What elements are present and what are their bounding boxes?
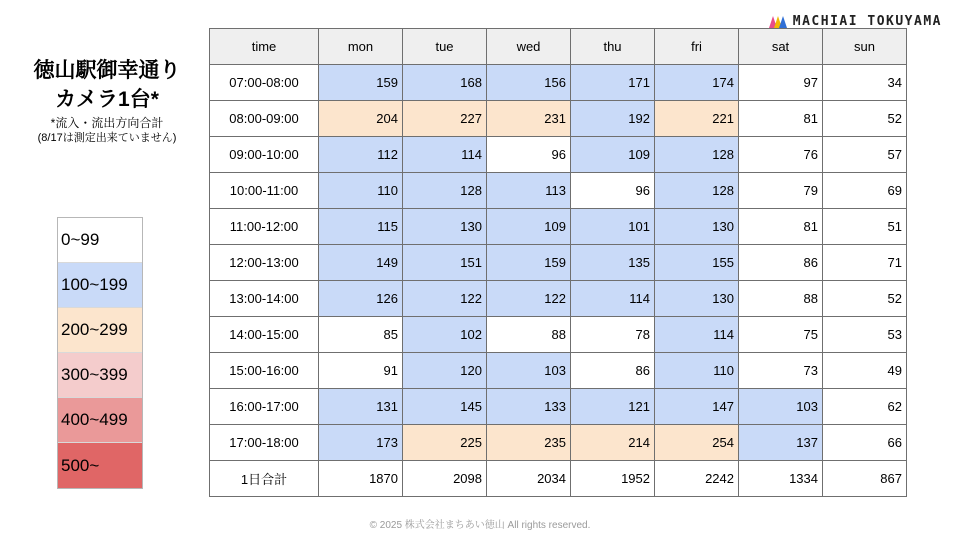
count-cell: 53 bbox=[823, 317, 907, 353]
count-cell: 52 bbox=[823, 281, 907, 317]
count-cell: 128 bbox=[403, 173, 487, 209]
count-cell: 101 bbox=[571, 209, 655, 245]
legend-label: 0~99 bbox=[61, 230, 100, 249]
count-cell: 225 bbox=[403, 425, 487, 461]
total-cell: 2242 bbox=[655, 461, 739, 497]
legend-item bbox=[58, 308, 142, 353]
total-cell: 867 bbox=[823, 461, 907, 497]
time-slot-cell: 09:00-10:00 bbox=[210, 137, 319, 173]
count-cell: 192 bbox=[571, 101, 655, 137]
count-cell: 122 bbox=[487, 281, 571, 317]
table-row bbox=[210, 101, 907, 137]
time-slot-cell: 14:00-15:00 bbox=[210, 317, 319, 353]
time-slot-cell: 08:00-09:00 bbox=[210, 101, 319, 137]
count-cell: 235 bbox=[487, 425, 571, 461]
column-header: tue bbox=[403, 29, 487, 65]
table-row bbox=[210, 209, 907, 245]
count-cell: 81 bbox=[739, 101, 823, 137]
count-cell: 113 bbox=[487, 173, 571, 209]
table-row bbox=[210, 281, 907, 317]
count-cell: 78 bbox=[571, 317, 655, 353]
count-cell: 128 bbox=[655, 137, 739, 173]
time-slot-cell: 13:00-14:00 bbox=[210, 281, 319, 317]
count-cell: 81 bbox=[739, 209, 823, 245]
count-cell: 73 bbox=[739, 353, 823, 389]
count-cell: 147 bbox=[655, 389, 739, 425]
table-row bbox=[210, 353, 907, 389]
count-cell: 97 bbox=[739, 65, 823, 101]
count-cell: 110 bbox=[655, 353, 739, 389]
count-cell: 173 bbox=[319, 425, 403, 461]
count-cell: 121 bbox=[571, 389, 655, 425]
table-row bbox=[210, 425, 907, 461]
legend-item bbox=[58, 263, 142, 308]
count-cell: 126 bbox=[319, 281, 403, 317]
legend-item bbox=[58, 353, 142, 398]
legend-label: 200~299 bbox=[61, 320, 128, 339]
table-row bbox=[210, 245, 907, 281]
column-header: mon bbox=[319, 29, 403, 65]
table-row bbox=[210, 173, 907, 209]
count-cell: 156 bbox=[487, 65, 571, 101]
count-cell: 69 bbox=[823, 173, 907, 209]
table-row bbox=[210, 137, 907, 173]
column-header: wed bbox=[487, 29, 571, 65]
count-cell: 122 bbox=[403, 281, 487, 317]
time-slot-cell: 10:00-11:00 bbox=[210, 173, 319, 209]
count-cell: 231 bbox=[487, 101, 571, 137]
total-cell: 2098 bbox=[403, 461, 487, 497]
count-cell: 135 bbox=[571, 245, 655, 281]
column-header: time bbox=[210, 29, 319, 65]
count-cell: 96 bbox=[571, 173, 655, 209]
count-cell: 155 bbox=[655, 245, 739, 281]
count-cell: 130 bbox=[655, 209, 739, 245]
table-row bbox=[210, 65, 907, 101]
total-cell: 1952 bbox=[571, 461, 655, 497]
count-cell: 130 bbox=[655, 281, 739, 317]
copyright-footer: © 2025 株式会社まちあい徳山 All rights reserved. bbox=[369, 520, 591, 531]
table-body bbox=[210, 65, 907, 497]
count-cell: 86 bbox=[739, 245, 823, 281]
brand-name: MACHIAI TOKUYAMA bbox=[792, 13, 942, 29]
column-header: sat bbox=[739, 29, 823, 65]
count-cell: 103 bbox=[487, 353, 571, 389]
count-cell: 130 bbox=[403, 209, 487, 245]
count-cell: 52 bbox=[823, 101, 907, 137]
count-cell: 34 bbox=[823, 65, 907, 101]
count-cell: 131 bbox=[319, 389, 403, 425]
count-cell: 103 bbox=[739, 389, 823, 425]
count-cell: 57 bbox=[823, 137, 907, 173]
count-cell: 159 bbox=[319, 65, 403, 101]
legend-item bbox=[58, 218, 142, 263]
count-cell: 204 bbox=[319, 101, 403, 137]
count-cell: 86 bbox=[571, 353, 655, 389]
legend-label: 300~399 bbox=[61, 365, 128, 384]
total-cell: 1334 bbox=[739, 461, 823, 497]
count-cell: 114 bbox=[571, 281, 655, 317]
time-slot-cell: 17:00-18:00 bbox=[210, 425, 319, 461]
column-header: sun bbox=[823, 29, 907, 65]
count-cell: 109 bbox=[487, 209, 571, 245]
time-slot-cell: 15:00-16:00 bbox=[210, 353, 319, 389]
legend-label: 400~499 bbox=[61, 410, 128, 429]
count-cell: 71 bbox=[823, 245, 907, 281]
table-header-row bbox=[210, 29, 907, 65]
time-slot-cell: 12:00-13:00 bbox=[210, 245, 319, 281]
count-cell: 110 bbox=[319, 173, 403, 209]
count-cell: 85 bbox=[319, 317, 403, 353]
table-row bbox=[210, 389, 907, 425]
legend-label: 100~199 bbox=[61, 275, 128, 294]
time-slot-cell: 07:00-08:00 bbox=[210, 65, 319, 101]
count-cell: 145 bbox=[403, 389, 487, 425]
count-cell: 88 bbox=[739, 281, 823, 317]
count-cell: 102 bbox=[403, 317, 487, 353]
count-cell: 120 bbox=[403, 353, 487, 389]
legend-item bbox=[58, 443, 142, 488]
count-cell: 227 bbox=[403, 101, 487, 137]
column-header: thu bbox=[571, 29, 655, 65]
count-cell: 75 bbox=[739, 317, 823, 353]
count-cell: 114 bbox=[403, 137, 487, 173]
count-cell: 171 bbox=[571, 65, 655, 101]
column-header: fri bbox=[655, 29, 739, 65]
count-cell: 115 bbox=[319, 209, 403, 245]
count-cell: 133 bbox=[487, 389, 571, 425]
count-cell: 79 bbox=[739, 173, 823, 209]
total-cell: 2034 bbox=[487, 461, 571, 497]
page-title-line-1: 徳山駅御幸通り bbox=[33, 59, 181, 82]
legend-item bbox=[58, 398, 142, 443]
table-row bbox=[210, 317, 907, 353]
count-cell: 128 bbox=[655, 173, 739, 209]
count-cell: 51 bbox=[823, 209, 907, 245]
count-cell: 221 bbox=[655, 101, 739, 137]
count-cell: 159 bbox=[487, 245, 571, 281]
count-cell: 66 bbox=[823, 425, 907, 461]
time-slot-cell: 16:00-17:00 bbox=[210, 389, 319, 425]
count-cell: 96 bbox=[487, 137, 571, 173]
brand-mark-icon bbox=[769, 14, 787, 28]
page-title-line-2: カメラ1台* bbox=[55, 88, 159, 111]
count-cell: 76 bbox=[739, 137, 823, 173]
count-cell: 214 bbox=[571, 425, 655, 461]
count-cell: 109 bbox=[571, 137, 655, 173]
count-cell: 254 bbox=[655, 425, 739, 461]
count-cell: 149 bbox=[319, 245, 403, 281]
count-cell: 91 bbox=[319, 353, 403, 389]
count-cell: 112 bbox=[319, 137, 403, 173]
count-cell: 114 bbox=[655, 317, 739, 353]
color-legend bbox=[57, 217, 143, 489]
count-cell: 62 bbox=[823, 389, 907, 425]
traffic-count-table bbox=[209, 28, 907, 497]
title-note-measurement: (8/17は測定出来ていません) bbox=[37, 132, 177, 144]
count-cell: 151 bbox=[403, 245, 487, 281]
count-cell: 168 bbox=[403, 65, 487, 101]
legend-label: 500~ bbox=[61, 455, 100, 475]
count-cell: 49 bbox=[823, 353, 907, 389]
total-row bbox=[210, 461, 907, 497]
title-note: *流入・流出方向合計 bbox=[50, 116, 164, 130]
count-cell: 137 bbox=[739, 425, 823, 461]
count-cell: 174 bbox=[655, 65, 739, 101]
count-cell: 88 bbox=[487, 317, 571, 353]
time-slot-cell: 11:00-12:00 bbox=[210, 209, 319, 245]
total-cell: 1870 bbox=[319, 461, 403, 497]
page-title-block bbox=[18, 56, 196, 146]
total-label-cell: 1日合計 bbox=[210, 461, 319, 497]
